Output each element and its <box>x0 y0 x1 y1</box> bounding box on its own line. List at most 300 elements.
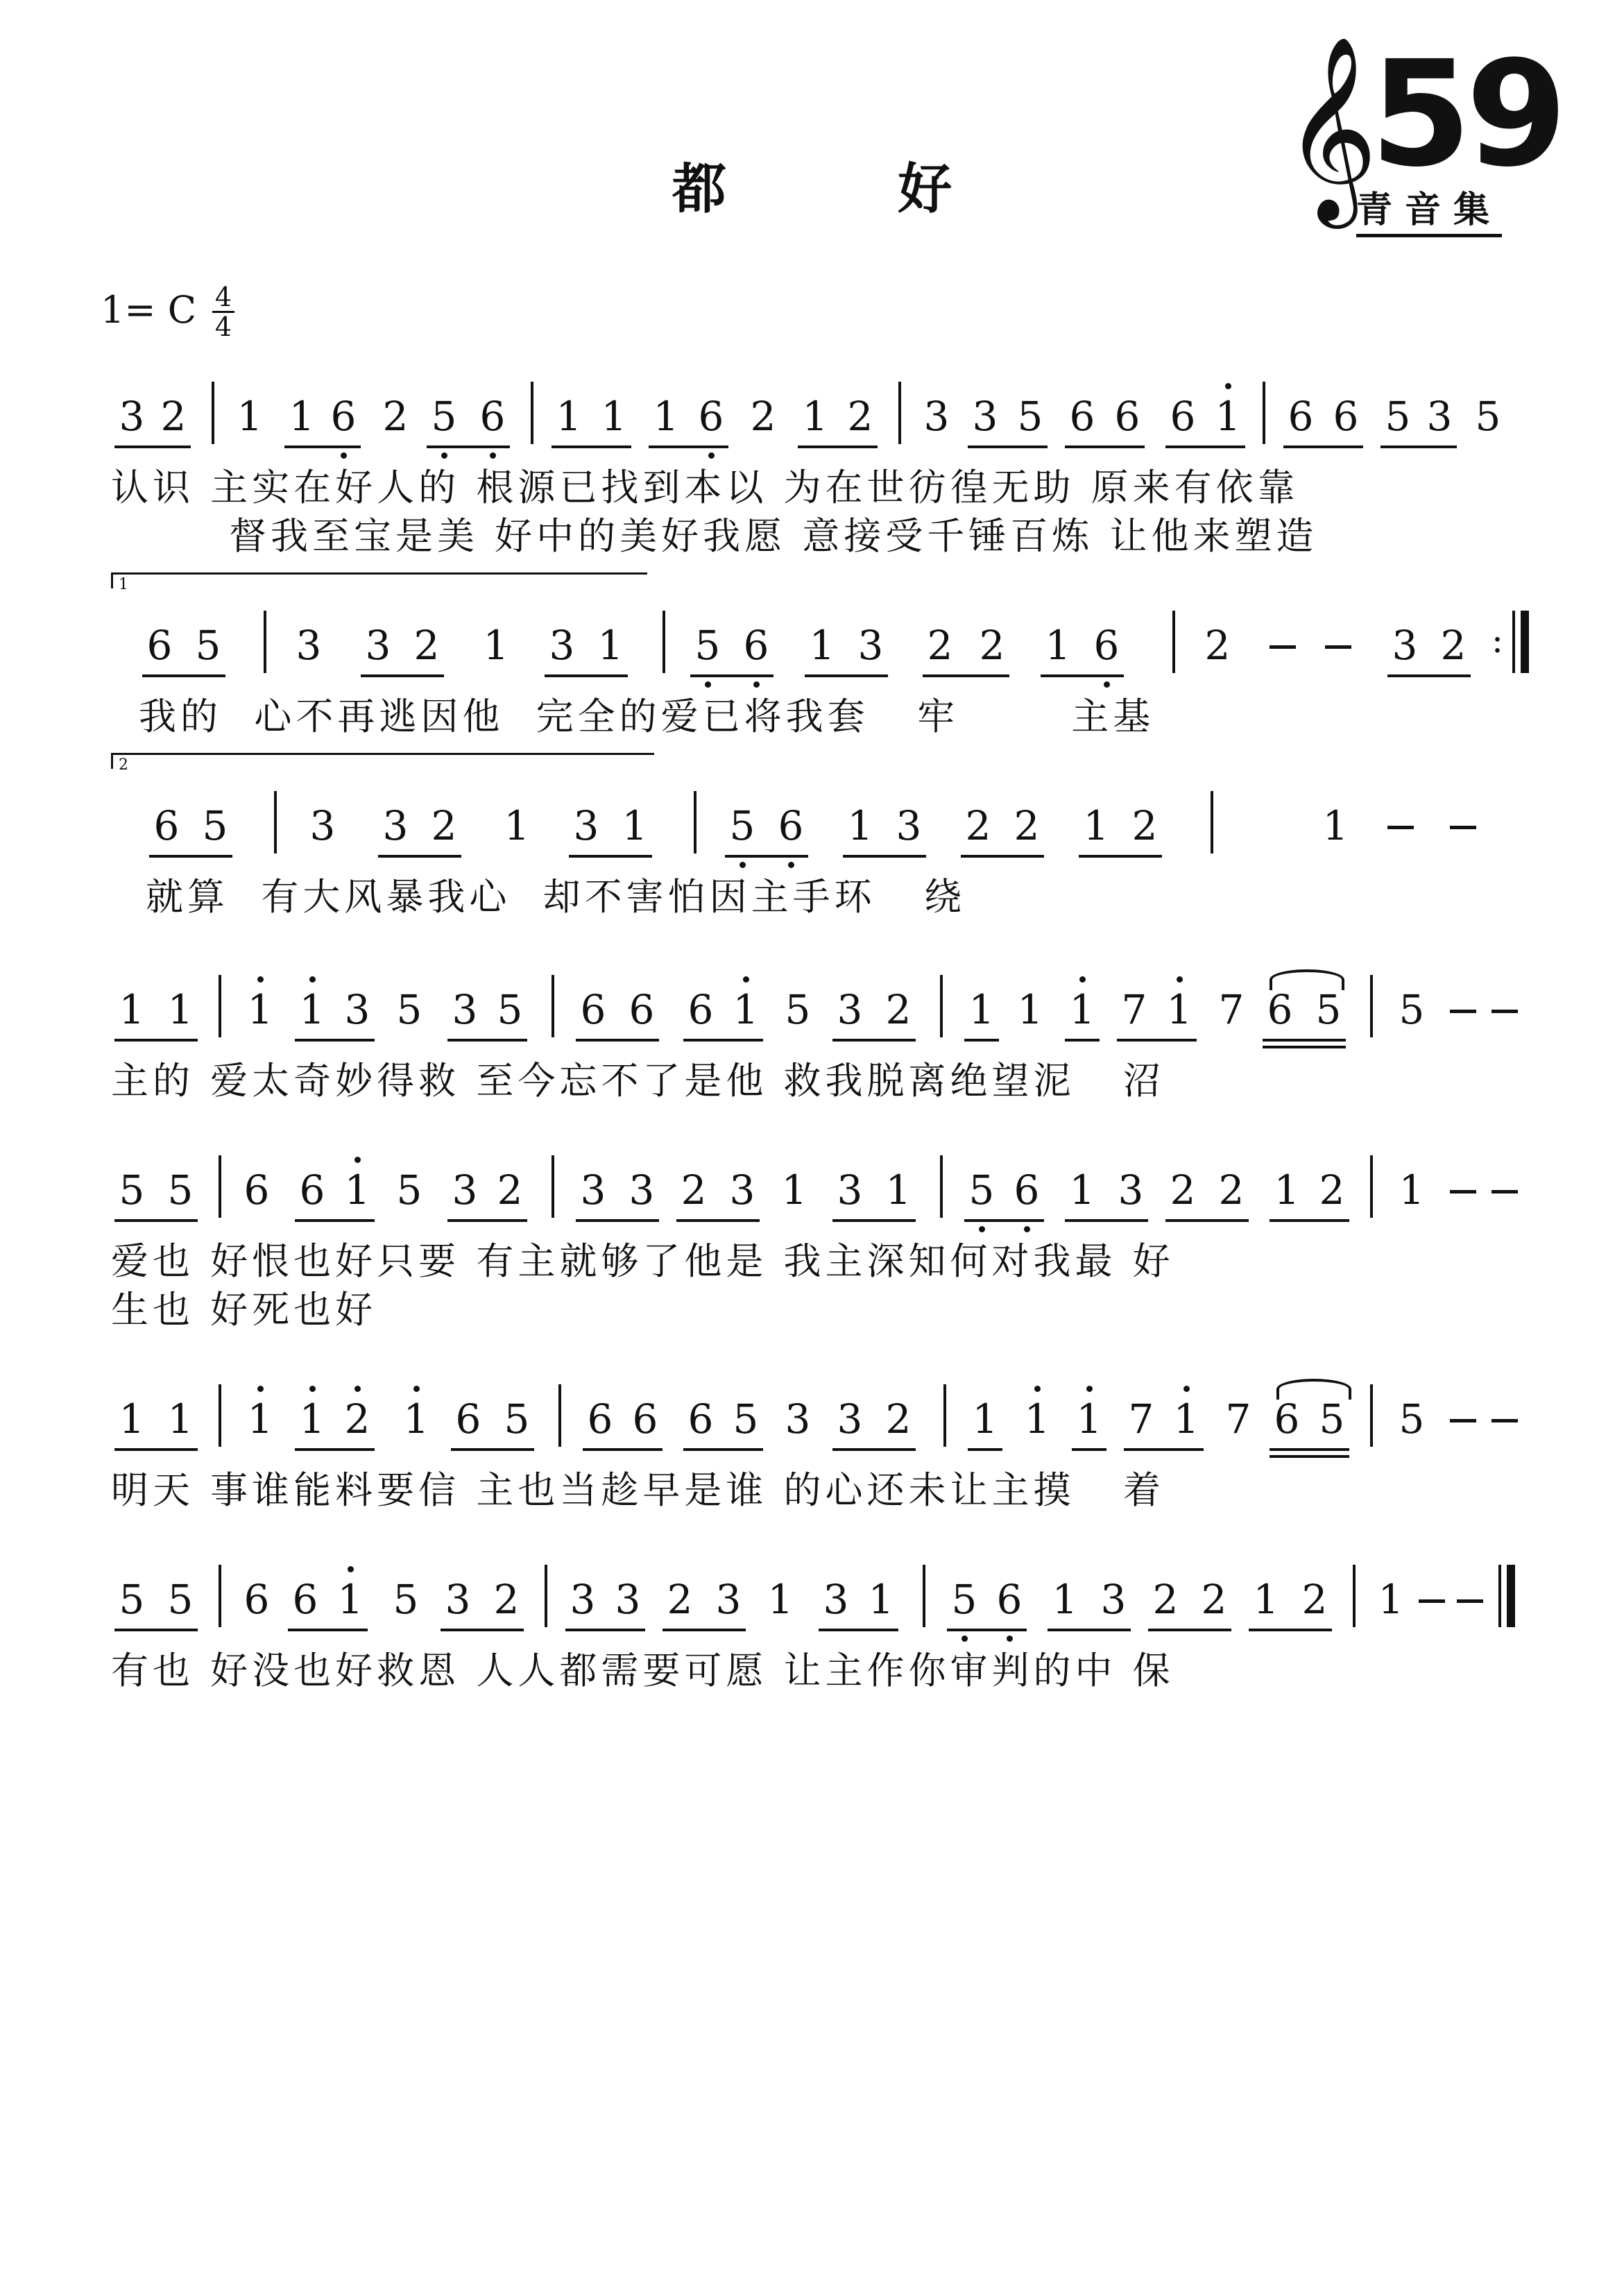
note: 3 <box>573 802 599 849</box>
note: 6 <box>687 1395 714 1443</box>
barline <box>545 1565 547 1627</box>
note: 6 <box>1170 393 1196 440</box>
lyric-line: 我的 心不再逃因他 完全的爱已将我套 牢 主基 <box>139 695 1155 738</box>
beam-underline <box>843 855 926 858</box>
octave-dot <box>354 1157 361 1163</box>
note: 5 <box>119 1576 145 1623</box>
note: 6 <box>330 393 357 440</box>
beam-underline <box>1117 1039 1197 1042</box>
note: 1 <box>403 1395 429 1443</box>
notation-row <box>0 1162 1624 1225</box>
note: 6 <box>1274 1395 1300 1443</box>
note: 1 <box>344 1166 370 1214</box>
barline <box>219 975 221 1037</box>
note: 6 <box>587 1395 613 1443</box>
barline <box>219 1384 221 1447</box>
barline <box>1353 1565 1356 1627</box>
note: 6 <box>146 622 173 669</box>
beam-underline <box>1270 1455 1349 1458</box>
note: 5 <box>951 1576 977 1623</box>
note: 1 <box>1253 1576 1279 1623</box>
note: 3 <box>1392 622 1418 669</box>
note: 2 <box>1014 802 1040 849</box>
sustain-dash <box>1387 826 1414 829</box>
note: 5 <box>1399 986 1425 1033</box>
note: 5 <box>1319 1395 1345 1443</box>
note: 2 <box>1204 622 1231 669</box>
note: 5 <box>1475 393 1501 440</box>
note: 6 <box>698 393 724 440</box>
note: 3 <box>615 1576 641 1623</box>
beam-underline <box>832 1448 916 1451</box>
note: 2 <box>1440 622 1467 669</box>
note: 1 <box>1045 622 1071 669</box>
beam-underline <box>968 1448 1002 1451</box>
note: 1 <box>1052 1576 1078 1623</box>
barline <box>1263 382 1265 444</box>
barline <box>663 611 665 673</box>
note: 3 <box>1426 393 1453 440</box>
note: 1 <box>1274 1166 1300 1214</box>
beam-underline <box>142 674 225 677</box>
note: 1 <box>337 1576 364 1623</box>
barline <box>219 1565 221 1627</box>
octave-dot <box>1183 1386 1190 1392</box>
barline <box>923 1565 925 1627</box>
slur <box>1270 969 1344 990</box>
beam-underline <box>676 1219 760 1222</box>
note: 1 <box>809 622 835 669</box>
note: 2 <box>667 1576 693 1623</box>
barline <box>531 382 533 444</box>
note: 5 <box>167 1166 194 1214</box>
barline <box>940 1155 943 1218</box>
beam-underline <box>1148 1629 1231 1631</box>
barline <box>1370 1384 1373 1447</box>
barline <box>274 791 277 853</box>
note: 3 <box>837 986 863 1033</box>
note: 1 <box>1322 802 1349 849</box>
note: 5 <box>202 802 228 849</box>
beam-underline <box>663 1629 746 1631</box>
beam-underline <box>441 1629 524 1631</box>
note: 3 <box>570 1576 596 1623</box>
beam-underline <box>1270 1219 1349 1222</box>
barline <box>552 975 554 1037</box>
note: 7 <box>1218 986 1245 1033</box>
beam-underline <box>569 855 652 858</box>
note: 2 <box>927 622 953 669</box>
octave-dot <box>309 976 316 983</box>
beam-underline <box>552 445 631 448</box>
note: 1 <box>119 986 145 1033</box>
note: 5 <box>785 986 811 1033</box>
note: 6 <box>299 1166 325 1214</box>
note: 2 <box>965 802 991 849</box>
beam-underline <box>690 674 773 677</box>
note: 1 <box>1166 986 1193 1033</box>
note: 2 <box>1218 1166 1245 1214</box>
octave-dot <box>1034 1386 1041 1392</box>
note: 3 <box>296 622 322 669</box>
note: 6 <box>629 986 655 1033</box>
beam-underline <box>114 1039 198 1042</box>
sustain-dash <box>1419 1599 1445 1603</box>
barline <box>219 1155 221 1218</box>
barline <box>1512 611 1515 673</box>
note: 1 <box>1017 986 1043 1033</box>
note: 3 <box>382 802 409 849</box>
note: 1 <box>868 1576 894 1623</box>
beam-underline <box>1381 445 1457 448</box>
key-signature: 1= C <box>101 288 197 332</box>
note: 5 <box>1399 1395 1425 1443</box>
barline <box>943 1384 946 1447</box>
barline <box>1498 1565 1501 1627</box>
beam-underline <box>295 1219 375 1222</box>
note: 5 <box>396 986 422 1033</box>
beam-underline <box>1263 1046 1346 1048</box>
note: 3 <box>452 1166 478 1214</box>
beam-underline <box>1165 445 1245 448</box>
note: 3 <box>629 1166 655 1214</box>
treble-clef-icon: 𝄞 <box>1283 35 1378 221</box>
note: 1 <box>622 802 648 849</box>
note: 2 <box>1301 1576 1328 1623</box>
note: 1 <box>504 802 530 849</box>
sustain-dash <box>1450 826 1476 829</box>
note: 3 <box>452 986 478 1033</box>
note: 5 <box>393 1576 419 1623</box>
sustain-dash <box>1450 1010 1476 1013</box>
note: 1 <box>1215 393 1241 440</box>
repeat-dots: : <box>1491 620 1503 661</box>
note: 1 <box>247 1395 273 1443</box>
beam-underline <box>649 445 728 448</box>
octave-dot <box>257 1386 264 1392</box>
time-sig-bottom: 4 <box>214 312 232 342</box>
octave-dot <box>1225 383 1231 389</box>
barline <box>1521 611 1529 673</box>
barline <box>558 1384 561 1447</box>
note: 5 <box>497 986 523 1033</box>
note: 1 <box>1076 1395 1102 1443</box>
barline <box>1370 1155 1373 1218</box>
beam-underline <box>1249 1629 1332 1631</box>
lyric-line: 认识 主实在好人的 根源已找到本以 为在世彷徨无助 原来有依靠 <box>111 466 1299 509</box>
sustain-dash <box>1491 1010 1518 1013</box>
beam-underline <box>378 855 461 858</box>
note: 1 <box>483 622 509 669</box>
note: 5 <box>968 1166 995 1214</box>
sustain-dash <box>1457 1599 1483 1603</box>
octave-dot <box>1177 976 1183 983</box>
note: 6 <box>1333 393 1359 440</box>
notation-row <box>0 798 1624 860</box>
lyric-line: 爱也 好恨也好只要 有主就够了他是 我主深知何对我最 好 <box>111 1239 1174 1283</box>
note: 2 <box>1131 802 1158 849</box>
barline <box>1370 975 1373 1037</box>
note: 7 <box>1225 1395 1251 1443</box>
note: 5 <box>119 1166 145 1214</box>
beam-underline <box>295 1039 375 1042</box>
beam-underline <box>447 1219 527 1222</box>
sustain-dash <box>1325 645 1351 649</box>
note: 3 <box>309 802 336 849</box>
note: 6 <box>243 1576 270 1623</box>
sustain-dash <box>1491 1419 1518 1422</box>
beam-underline <box>114 1219 198 1222</box>
note: 7 <box>1121 986 1147 1033</box>
note: 1 <box>1378 1576 1404 1623</box>
note: 2 <box>431 802 457 849</box>
beam-underline <box>1048 1629 1131 1631</box>
note: 2 <box>847 393 873 440</box>
note: 6 <box>1267 986 1293 1033</box>
beam-underline <box>1124 1448 1204 1451</box>
beam-underline <box>447 1039 527 1042</box>
beam-underline <box>819 1629 898 1631</box>
time-sig-top: 4 <box>214 282 232 312</box>
lyric-line: 就算 有大风暴我心 却不害怕因主手环 绕 <box>146 875 966 919</box>
beam-underline <box>576 1039 659 1042</box>
beam-underline <box>576 1219 659 1222</box>
note: 6 <box>1014 1166 1040 1214</box>
beam-underline <box>427 445 510 448</box>
note: 1 <box>968 986 995 1033</box>
note: 6 <box>632 1395 658 1443</box>
note: 2 <box>1170 1166 1196 1214</box>
note: 1 <box>1399 1166 1425 1214</box>
octave-dot <box>354 1386 361 1392</box>
octave-dot <box>1086 1386 1093 1392</box>
note: 3 <box>896 802 922 849</box>
note: 6 <box>1069 393 1095 440</box>
note: 2 <box>413 622 440 669</box>
beam-underline <box>832 1219 916 1222</box>
note: 3 <box>837 1166 863 1214</box>
octave-dot <box>1079 976 1086 983</box>
note: 3 <box>365 622 391 669</box>
note: 5 <box>504 1395 530 1443</box>
beam-underline <box>805 674 888 677</box>
logo-number: 59 <box>1370 29 1562 199</box>
octave-dot <box>348 1566 354 1572</box>
octave-dot <box>743 976 749 983</box>
beam-underline <box>114 445 191 448</box>
note: 1 <box>1173 1395 1199 1443</box>
beam-underline <box>683 1039 763 1042</box>
volta-bracket-2: 2 <box>111 753 654 769</box>
note: 6 <box>1093 622 1120 669</box>
note: 5 <box>1017 393 1043 440</box>
beam-underline <box>961 855 1044 858</box>
notation-row <box>0 982 1624 1044</box>
note: 1 <box>299 986 325 1033</box>
note: 6 <box>1288 393 1314 440</box>
note: 2 <box>382 393 409 440</box>
volta-bracket-1: 1 <box>111 572 647 588</box>
lyric-line: 生也 好死也好 <box>111 1288 377 1332</box>
octave-dot <box>413 1386 420 1392</box>
beam-underline <box>1270 1448 1349 1451</box>
sustain-dash <box>1270 645 1296 649</box>
note: 3 <box>445 1576 471 1623</box>
note: 1 <box>601 393 627 440</box>
note: 2 <box>885 986 912 1033</box>
beam-underline <box>1072 1448 1106 1451</box>
barline <box>212 382 214 444</box>
note: 3 <box>923 393 950 440</box>
note: 1 <box>1024 1395 1050 1443</box>
note: 1 <box>289 393 315 440</box>
sustain-dash <box>1450 1190 1476 1193</box>
beam-underline <box>798 445 878 448</box>
beam-underline <box>683 1448 763 1451</box>
note: 3 <box>1100 1576 1127 1623</box>
note: 1 <box>556 393 582 440</box>
note: 6 <box>455 1395 481 1443</box>
note: 1 <box>1069 1166 1095 1214</box>
beam-underline <box>725 855 808 858</box>
note: 2 <box>344 1395 370 1443</box>
note: 6 <box>479 393 506 440</box>
song-title: 都 好 <box>672 158 1029 221</box>
note: 3 <box>580 1166 606 1214</box>
barline <box>898 382 901 444</box>
note: 6 <box>243 1166 270 1214</box>
barline <box>552 1155 554 1218</box>
lyric-line: 有也 好没也好救恩 人人都需要可愿 让主作你审判的中 保 <box>111 1649 1174 1692</box>
time-signature <box>210 283 237 341</box>
note: 6 <box>292 1576 318 1623</box>
beam-underline <box>1041 674 1124 677</box>
note: 5 <box>729 802 755 849</box>
beam-underline <box>923 674 1009 677</box>
note: 6 <box>778 802 804 849</box>
beam-underline <box>545 674 628 677</box>
note: 2 <box>1152 1576 1179 1623</box>
note: 2 <box>160 393 187 440</box>
beam-underline <box>149 855 232 858</box>
barline <box>1211 791 1213 853</box>
note: 1 <box>167 986 194 1033</box>
notation-row <box>0 389 1624 451</box>
beam-underline <box>295 1448 375 1451</box>
note: 6 <box>1114 393 1140 440</box>
publisher-logo <box>1283 29 1562 231</box>
beam-underline <box>964 1219 1044 1222</box>
note: 1 <box>247 986 273 1033</box>
note: 1 <box>802 393 828 440</box>
barline <box>1507 1565 1515 1627</box>
note: 6 <box>153 802 180 849</box>
note: 3 <box>823 1576 849 1623</box>
notation-row <box>0 1572 1624 1634</box>
note: 5 <box>733 1395 759 1443</box>
note: 2 <box>493 1576 520 1623</box>
note: 1 <box>733 986 759 1033</box>
note: 3 <box>1118 1166 1144 1214</box>
beam-underline <box>288 1629 368 1631</box>
lyric-line: 主的 爱太奇妙得救 至今忘不了是他 救我脱离绝望泥 沼 <box>111 1059 1165 1103</box>
note: 1 <box>847 802 873 849</box>
barline <box>940 975 943 1037</box>
note: 2 <box>1201 1576 1227 1623</box>
sustain-dash <box>1450 1419 1476 1422</box>
note: 1 <box>237 393 263 440</box>
note: 5 <box>431 393 457 440</box>
note: 3 <box>729 1166 755 1214</box>
note: 1 <box>597 622 624 669</box>
note: 1 <box>972 1395 998 1443</box>
beam-underline <box>565 1629 645 1631</box>
note: 3 <box>119 393 145 440</box>
note: 3 <box>972 393 998 440</box>
beam-underline <box>1387 674 1471 677</box>
beam-underline <box>1165 1219 1249 1222</box>
note: 7 <box>1128 1395 1154 1443</box>
notation-row <box>0 618 1624 680</box>
note: 1 <box>653 393 679 440</box>
note: 5 <box>167 1576 194 1623</box>
octave-dot <box>309 1386 316 1392</box>
beam-underline <box>361 674 444 677</box>
note: 1 <box>1083 802 1109 849</box>
logo-subtitle: 青音集 <box>1356 180 1502 237</box>
note: 2 <box>681 1166 707 1214</box>
note: 3 <box>715 1576 742 1623</box>
beam-underline <box>947 1629 1027 1631</box>
note: 6 <box>996 1576 1023 1623</box>
note: 1 <box>167 1395 194 1443</box>
barline <box>264 611 266 673</box>
beam-underline <box>284 445 361 448</box>
beam-underline <box>583 1448 663 1451</box>
note: 1 <box>299 1395 325 1443</box>
lyric-line: 督我至宝是美 好中的美好我愿 意接受千锤百炼 让他来塑造 <box>229 514 1318 558</box>
beam-underline <box>1263 1039 1346 1042</box>
barline <box>1172 611 1175 673</box>
sustain-dash <box>1491 1190 1518 1193</box>
note: 5 <box>694 622 721 669</box>
note: 1 <box>767 1576 794 1623</box>
notation-row <box>0 1391 1624 1454</box>
beam-underline <box>1065 445 1145 448</box>
note: 2 <box>885 1395 912 1443</box>
beam-underline <box>1079 855 1162 858</box>
beam-underline <box>1065 1039 1100 1042</box>
note: 1 <box>119 1395 145 1443</box>
note: 2 <box>1319 1166 1345 1214</box>
note: 6 <box>743 622 769 669</box>
beam-underline <box>451 1448 534 1451</box>
note: 5 <box>396 1166 422 1214</box>
note: 3 <box>837 1395 863 1443</box>
beam-underline <box>1283 445 1363 448</box>
barline <box>694 791 696 853</box>
beam-underline <box>964 1039 999 1042</box>
lyric-line: 明天 事谁能料要信 主也当趁早是谁 的心还未让主摸 着 <box>111 1468 1165 1512</box>
beam-underline <box>832 1039 916 1042</box>
note: 6 <box>687 986 714 1033</box>
beam-underline <box>114 1629 198 1631</box>
note: 1 <box>885 1166 912 1214</box>
beam-underline <box>114 1448 198 1451</box>
note: 2 <box>497 1166 523 1214</box>
note: 5 <box>195 622 221 669</box>
note: 5 <box>1385 393 1411 440</box>
